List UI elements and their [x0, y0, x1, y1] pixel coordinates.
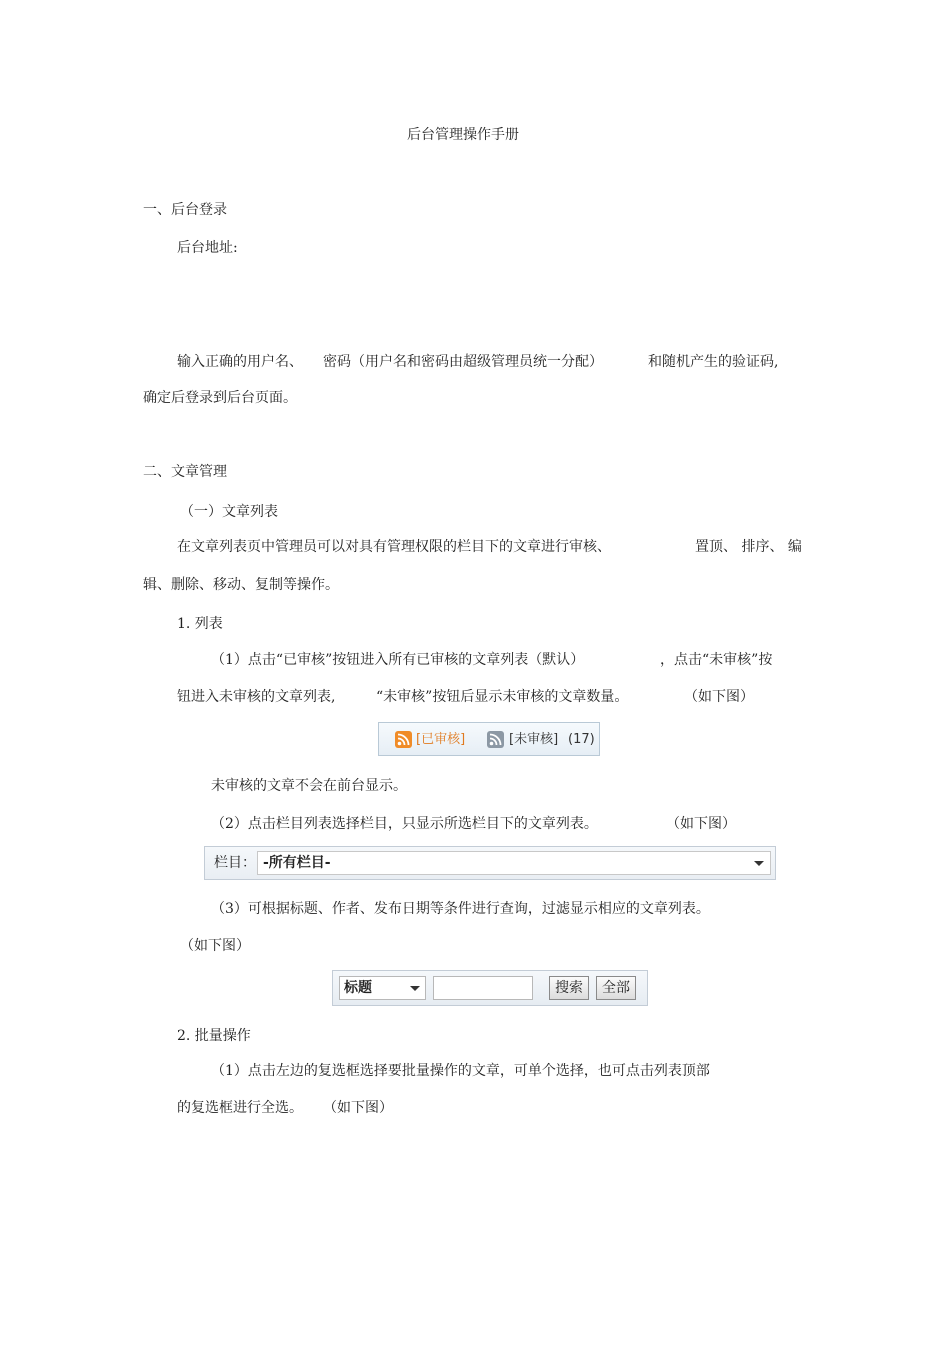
- login-paragraph-part4: 确定后登录到后台页面。: [143, 390, 297, 406]
- search-field-select[interactable]: [339, 976, 426, 1000]
- batch-p1-part1: （1）点击左边的复选框选择要批量操作的文章，可单个选择，也可点击列表顶部: [211, 1063, 710, 1079]
- chevron-down-icon: [754, 861, 764, 866]
- unreviewed-note: 未审核的文章不会在前台显示。: [211, 778, 407, 794]
- search-input[interactable]: [433, 976, 533, 1000]
- column-select-value: -所有栏目-: [263, 855, 331, 871]
- article-list-paragraph-part1: 在文章列表页中管理员可以对具有管理权限的栏目下的文章进行审核、: [177, 539, 611, 555]
- search-filter-figure: [332, 970, 648, 1006]
- list-p1-part3: 钮进入未审核的文章列表,: [177, 689, 336, 705]
- article-list-paragraph-part2: 置顶、 排序、 编: [695, 539, 802, 555]
- search-button[interactable]: 搜索: [549, 976, 589, 1000]
- search-field-value: 标题: [344, 980, 372, 996]
- batch-p1-part3: （如下图）: [323, 1100, 393, 1116]
- login-paragraph-part3: 和随机产生的验证码,: [648, 354, 779, 370]
- rss-icon: [395, 731, 412, 748]
- item-list-heading: 1. 列表: [177, 616, 223, 632]
- list-p2-part2: （如下图）: [666, 816, 736, 832]
- list-p1-part4: “未审核”按钮后显示未审核的文章数量。: [376, 689, 629, 705]
- list-p1-part1: （1）点击“已审核”按钮进入所有已审核的文章列表（默认）: [211, 652, 585, 668]
- column-label: 栏目：: [214, 855, 256, 871]
- list-p2-part1: （2）点击栏目列表选择栏目，只显示所选栏目下的文章列表。: [211, 816, 598, 832]
- page-title: 后台管理操作手册: [407, 127, 519, 143]
- batch-p1-part2: 的复选框进行全选。: [177, 1100, 303, 1116]
- list-p1-part2: ，点击“未审核”按: [660, 652, 773, 668]
- login-paragraph-part1: 输入正确的用户名、: [177, 354, 303, 370]
- backend-address-label: 后台地址:: [177, 240, 238, 256]
- item-batch-heading: 2. 批量操作: [177, 1028, 251, 1044]
- chevron-down-icon: [410, 986, 420, 991]
- article-list-paragraph-part3: 辑、删除、移动、复制等操作。: [143, 577, 339, 593]
- section-heading-login: 一、后台登录: [143, 202, 227, 218]
- column-filter-figure: [204, 846, 776, 880]
- login-paragraph-part2: 密码（用户名和密码由超级管理员统一分配）: [323, 354, 603, 370]
- list-p1-part5: （如下图）: [684, 689, 754, 705]
- rss-icon-gray: [487, 731, 504, 748]
- all-button[interactable]: 全部: [596, 976, 636, 1000]
- column-select[interactable]: [257, 851, 771, 875]
- unreviewed-count: (17): [568, 732, 595, 747]
- list-p3-part2: （如下图）: [180, 938, 250, 954]
- list-p3-part1: （3）可根据标题、作者、发布日期等条件进行查询，过滤显示相应的文章列表。: [211, 901, 710, 917]
- subsection-article-list: （一）文章列表: [180, 504, 278, 520]
- reviewed-button[interactable]: [已审核]: [416, 732, 466, 747]
- review-status-figure: [378, 722, 600, 756]
- section-heading-articles: 二、文章管理: [143, 464, 227, 480]
- unreviewed-button[interactable]: [未审核]: [509, 732, 559, 747]
